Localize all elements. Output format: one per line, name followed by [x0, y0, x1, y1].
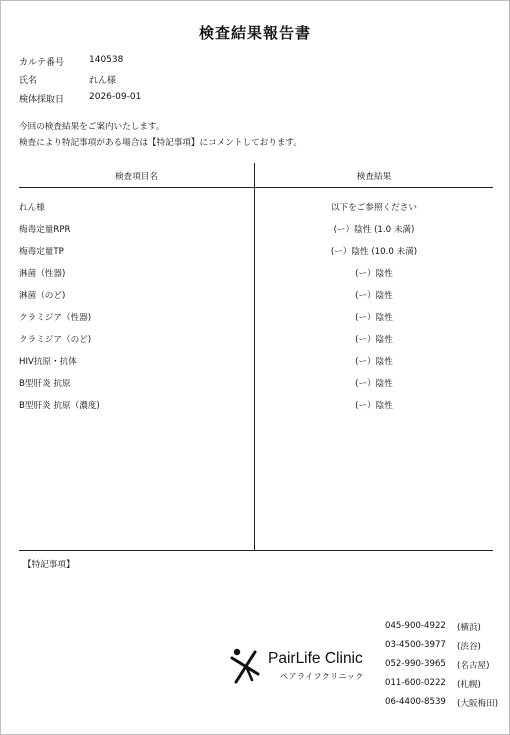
test-result: (ー）陰性 (10.0 未満) — [330, 247, 418, 257]
phone-number: 045-900-4922 — [385, 621, 446, 631]
intro-line-1: 今回の検査結果をご案内いたします。 — [19, 122, 165, 132]
chart-number-value: 140538 — [89, 55, 124, 65]
table-row — [19, 285, 493, 307]
branch-location: (札幌) — [457, 680, 481, 690]
test-item-name: HIV抗原・抗体 — [19, 357, 77, 367]
table-row — [19, 219, 493, 241]
page-title: 検査結果報告書 — [198, 24, 311, 42]
test-item-name: クラミジア（性器) — [19, 313, 92, 323]
test-result: (ー）陰性 — [355, 357, 393, 367]
intro-text — [19, 119, 302, 151]
branch-location: (横浜) — [457, 623, 481, 633]
results-rows — [19, 197, 493, 417]
branch-location: (名古屋) — [457, 661, 490, 671]
test-item-name: B型肝炎 抗原 — [19, 379, 71, 389]
clinic-name: PairLife Clinic — [268, 650, 363, 667]
table-row — [19, 197, 493, 219]
intro-line-2: 検査により特記事項がある場合は【特記事項】にコメントしております。 — [19, 138, 302, 148]
test-result: (ー）陰性 — [355, 401, 393, 411]
test-item-name: クラミジア（のど) — [19, 335, 92, 345]
test-item-name: 淋菌（性器) — [19, 269, 66, 279]
branch-location: (大阪梅田) — [457, 699, 499, 709]
test-result: 以下をご参照ください — [331, 203, 417, 213]
patient-name-label: 氏名 — [19, 76, 38, 86]
test-result: (ー）陰性 — [355, 269, 393, 279]
phone-number: 052-990-3965 — [385, 659, 446, 669]
chart-number-label: カルテ番号 — [19, 58, 65, 68]
clinic-logo — [228, 646, 378, 686]
test-result: (ー）陰性 — [355, 313, 393, 323]
header-test-result: 検査結果 — [356, 172, 392, 182]
patient-name-value: れん様 — [89, 76, 117, 86]
table-row — [19, 307, 493, 329]
special-notes-label: 【特記事項】 — [23, 560, 75, 570]
header-test-item: 検査項目名 — [115, 172, 158, 182]
table-row — [19, 241, 493, 263]
table-row — [19, 263, 493, 285]
table-row — [19, 395, 493, 417]
sample-date-value: 2026-09-01 — [89, 92, 142, 102]
header-rule — [19, 187, 493, 188]
phone-number: 06-4400-8539 — [385, 697, 446, 707]
test-item-name: B型肝炎 抗原（濃度) — [19, 401, 100, 411]
test-result: (ー）陰性 — [355, 335, 393, 345]
test-result: (ー）陰性 (1.0 未満) — [333, 225, 415, 235]
dancing-figure-logo-icon — [228, 646, 264, 686]
phone-number: 03-4500-3977 — [385, 640, 446, 650]
table-row — [19, 329, 493, 351]
table-row — [19, 373, 493, 395]
test-item-name: 梅毒定量RPR — [19, 225, 71, 235]
table-row — [19, 351, 493, 373]
test-result: (ー）陰性 — [355, 291, 393, 301]
test-item-name: 梅毒定量TP — [19, 247, 64, 257]
test-item-name: れん様 — [19, 203, 45, 213]
test-item-name: 淋菌（のど) — [19, 291, 66, 301]
phone-number: 011-600-0222 — [385, 678, 446, 688]
sample-date-label: 検体採取日 — [19, 95, 65, 105]
branch-location: (渋谷) — [457, 642, 481, 652]
test-result: (ー）陰性 — [355, 379, 393, 389]
table-bottom-rule — [19, 550, 493, 551]
clinic-name-kana: ペアライフクリニック — [280, 672, 364, 681]
results-table — [19, 163, 493, 551]
